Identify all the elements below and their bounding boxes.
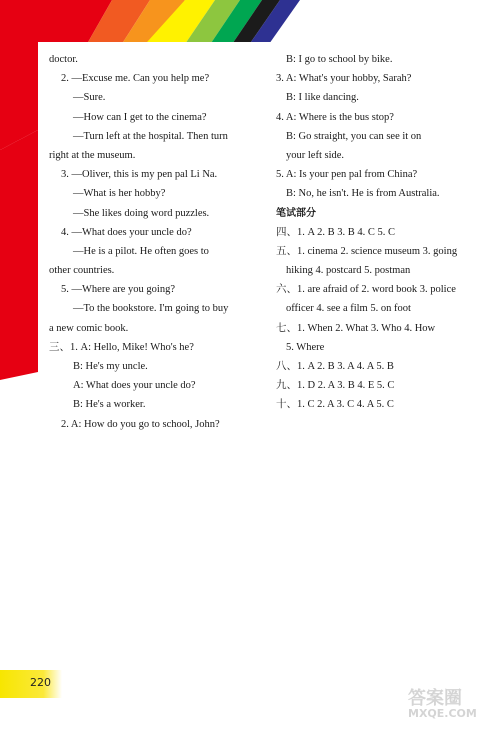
answer-line: 五、1. cinema 2. science museum 3. going [276, 245, 458, 257]
answer-line: —Turn left at the hospital. Then turn [73, 130, 228, 142]
answer-line: 4. —What does your uncle do? [61, 226, 192, 238]
answer-line: B: He's my uncle. [73, 361, 148, 372]
answer-line: B: No, he isn't. He is from Australia. [286, 188, 440, 200]
answer-line: a new comic book. [49, 322, 129, 334]
page-number: 220 [30, 676, 51, 689]
answer-line: —She likes doing word puzzles. [73, 207, 210, 219]
answer-line: 4. A: Where is the bus stop? [276, 111, 394, 123]
answer-line: 2. —Excuse me. Can you help me? [61, 73, 210, 85]
answer-line: 3. A: What's your hobby, Sarah? [276, 73, 412, 85]
answer-line: 5. A: Is your pen pal from China? [276, 169, 418, 181]
answer-line: —He is a pilot. He often goes to [73, 245, 209, 257]
answer-line: 四、1. A 2. B 3. B 4. C 5. C [276, 226, 396, 238]
answer-line: 3. —Oliver, this is my pen pal Li Na. [61, 169, 218, 181]
answer-line: your left side. [286, 149, 345, 161]
answer-line: officer 4. see a film 5. on foot [286, 303, 411, 315]
answer-line: A: What does your uncle do? [73, 380, 196, 392]
answer-line: 七、1. When 2. What 3. Who 4. How [276, 322, 436, 334]
answer-line: doctor. [49, 54, 78, 65]
answer-line: other countries. [49, 265, 115, 277]
watermark-text: 答案圈 [408, 688, 462, 709]
answer-line: B: I go to school by bike. [286, 54, 393, 65]
answer-column-right [276, 50, 498, 415]
answer-line: B: He's a worker. [73, 399, 146, 411]
watermark-logo [408, 690, 477, 720]
answer-line: B: I like dancing. [286, 92, 359, 104]
answer-line: 六、1. are afraid of 2. word book 3. police [276, 284, 456, 296]
stripe-left-edge [0, 130, 38, 380]
answer-line: 八、1. A 2. B 3. A 4. A 5. B [276, 361, 394, 372]
section-heading: 笔试部分 [276, 207, 316, 219]
answer-line: 5. Where [286, 341, 325, 353]
answer-column-left [49, 50, 249, 434]
answer-line: 三、1. A: Hello, Mike! Who's he? [49, 341, 194, 353]
answer-line: 2. A: How do you go to school, John? [61, 418, 220, 430]
watermark-url: MXQE.COM [408, 707, 477, 720]
answer-line: —To the bookstore. I'm going to buy [73, 303, 229, 315]
answer-line: —How can I get to the cinema? [73, 111, 207, 123]
answer-line: —What is her hobby? [73, 188, 166, 200]
answer-line: 九、1. D 2. A 3. B 4. E 5. C [276, 380, 395, 392]
answer-line: —Sure. [73, 92, 106, 104]
answer-line: right at the museum. [49, 149, 136, 161]
answer-line: B: Go straight, you can see it on [286, 130, 422, 142]
answer-line: hiking 4. postcard 5. postman [286, 265, 411, 277]
answer-line: 5. —Where are you going? [61, 284, 175, 296]
answer-line: 十、1. C 2. A 3. C 4. A 5. C [276, 399, 394, 411]
